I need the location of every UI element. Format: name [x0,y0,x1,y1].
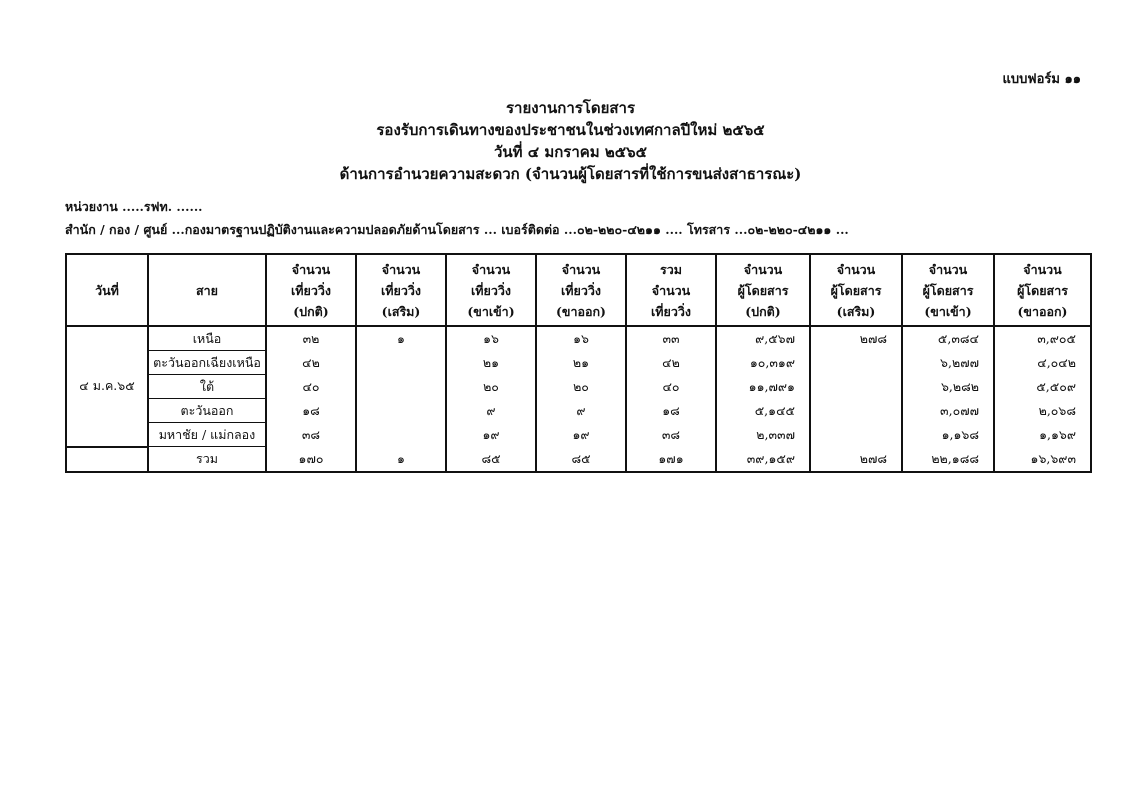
table-row [66,399,1091,423]
data-cell: ๓๘ [266,423,356,447]
data-cell: ๑๐,๓๑๙ [716,351,810,375]
data-cell: ๒,๓๓๗ [716,423,810,447]
header-date: วันที่ [66,254,148,326]
data-cell: ๕,๑๔๕ [716,399,810,423]
header-pax-outbound: จำนวน ผู้โดยสาร (ขาออก) [994,254,1091,326]
total-row [66,447,1091,472]
data-cell: ๒๗๘ [810,447,902,472]
data-cell: ๑ [356,326,446,351]
header-trips-inbound: จำนวน เที่ยววิ่ง (ขาเข้า) [446,254,536,326]
report-title-block [0,97,1141,185]
route-cell: ตะวันออก [148,399,266,423]
table-row [66,375,1091,399]
data-cell: ๑๖,๖๙๓ [994,447,1091,472]
agency-line: หน่วยงาน .....รฟท. ...... [65,199,203,214]
date-cell: ๔ ม.ค.๖๕ [66,326,148,447]
route-cell: เหนือ [148,326,266,351]
data-cell: ๒,๐๖๘ [994,399,1091,423]
data-cell: ๘๕ [536,447,626,472]
header-trips-normal: จำนวน เที่ยววิ่ง (ปกติ) [266,254,356,326]
route-cell: มหาชัย / แม่กลอง [148,423,266,447]
data-cell [356,375,446,399]
data-cell: ๑๘ [626,399,716,423]
form-number: แบบฟอร์ม ๑๑ [1002,72,1081,87]
data-cell: ๑,๑๖๘ [902,423,994,447]
report-subtitle: รองรับการเดินทางของประชาชนในช่วงเทศกาลปีใหม่ ๒๕๖๕ [376,121,765,139]
data-cell: ๒๐ [446,375,536,399]
header-trips-extra: จำนวน เที่ยววิ่ง (เสริม) [356,254,446,326]
data-cell: ๙ [446,399,536,423]
data-cell: ๓,๙๐๕ [994,326,1091,351]
data-cell: ๘๕ [446,447,536,472]
data-cell: ๑๗๐ [266,447,356,472]
header-pax-normal: จำนวน ผู้โดยสาร (ปกติ) [716,254,810,326]
table-row [66,423,1091,447]
table-row [66,351,1091,375]
data-cell: ๒๗๘ [810,326,902,351]
data-cell [810,351,902,375]
office-line: สำนัก / กอง / ศูนย์ ...กองมาตรฐานปฏิบัติงานและความปลอดภัยด้านโดยสาร ... เบอร์ติดต่อ ...๐๒-๒๒๐-๔๒๑๑ .... โทรสาร ...๐๒-๒๒๐-๔๒๑๑ ... [65,222,849,237]
data-cell: ๔,๐๔๒ [994,351,1091,375]
data-cell: ๖,๒๗๗ [902,351,994,375]
data-cell: ๔๐ [266,375,356,399]
route-cell: ตะวันออกเฉียงเหนือ [148,351,266,375]
data-cell: ๖,๒๘๒ [902,375,994,399]
header-trips-total: รวม จำนวน เที่ยววิ่ง [626,254,716,326]
data-cell: ๑๖ [446,326,536,351]
data-cell: ๔๒ [626,351,716,375]
data-cell: ๔๒ [266,351,356,375]
header-route: สาย [148,254,266,326]
data-cell [356,351,446,375]
data-cell: ๓,๐๗๗ [902,399,994,423]
report-topic: ด้านการอำนวยความสะดวก (จำนวนผู้โดยสารที่ใช้การขนส่งสาธารณะ) [339,165,802,183]
header-trips-outbound: จำนวน เที่ยววิ่ง (ขาออก) [536,254,626,326]
report-date: วันที่ ๔ มกราคม ๒๕๖๕ [493,143,648,161]
route-cell: ใต้ [148,375,266,399]
table-row [66,326,1091,351]
header-row [66,254,1091,326]
data-cell: ๑๖ [536,326,626,351]
data-cell: ๙,๕๖๗ [716,326,810,351]
date-blank-cell [66,447,148,472]
data-cell [356,423,446,447]
data-cell: ๒๐ [536,375,626,399]
data-cell: ๑๗๑ [626,447,716,472]
data-cell: ๑๙ [536,423,626,447]
data-cell: ๒๑ [446,351,536,375]
data-cell: ๔๐ [626,375,716,399]
data-cell: ๑๙ [446,423,536,447]
data-cell [810,423,902,447]
passenger-table [65,253,1092,473]
report-title: รายงานการโดยสาร [505,99,636,117]
route-cell: รวม [148,447,266,472]
data-cell: ๙ [536,399,626,423]
data-cell: ๒๑ [536,351,626,375]
data-cell [810,375,902,399]
header-pax-extra: จำนวน ผู้โดยสาร (เสริม) [810,254,902,326]
data-cell: ๓๙,๑๕๙ [716,447,810,472]
data-cell: ๓๒ [266,326,356,351]
data-cell: ๒๒,๑๘๘ [902,447,994,472]
data-cell: ๑๑,๗๙๑ [716,375,810,399]
data-cell: ๓๓ [626,326,716,351]
header-pax-inbound: จำนวน ผู้โดยสาร (ขาเข้า) [902,254,994,326]
data-cell: ๑๘ [266,399,356,423]
data-cell: ๑ [356,447,446,472]
data-cell [810,399,902,423]
data-cell: ๓๘ [626,423,716,447]
data-cell [356,399,446,423]
data-cell: ๕,๓๘๔ [902,326,994,351]
data-cell: ๕,๕๐๙ [994,375,1091,399]
data-cell: ๑,๑๖๙ [994,423,1091,447]
